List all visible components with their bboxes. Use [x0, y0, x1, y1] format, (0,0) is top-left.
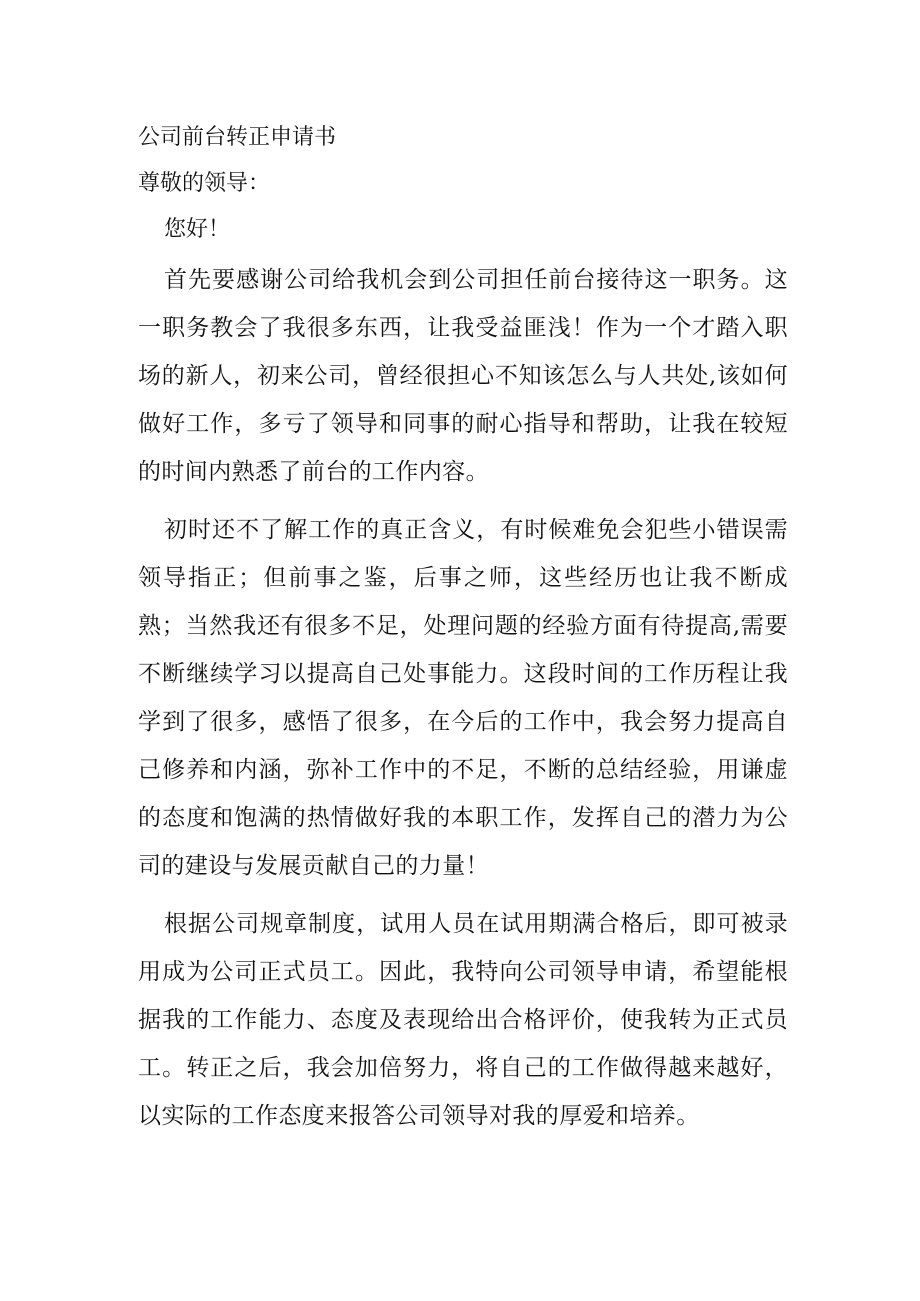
- document-title: 公司前台转正申请书: [138, 125, 337, 150]
- paragraph-gratitude: 首先要感谢公司给我机会到公司担任前台接待这一职务。这一职务教会了我很多东西，让我受益匪浅！作为一个才踏入职场的新人，初来公司，曾经很担心不知该怎么与人共处,该如何做好工作，多亏了领导和同事的耐心指导和帮助，让我在较短的时间内熟悉了前台的工作内容。: [138, 267, 788, 485]
- paragraph-reflection: 初时还不了解工作的真正含义，有时候难免会犯些小错误需领导指正；但前事之鉴，后事之师，这些经历也让我不断成熟；当然我还有很多不足，处理问题的经验方面有待提高,需要不断继续学习以提高自己处事能力。这段时间的工作历程让我学到了很多，感悟了很多，在今后的工作中，我会努力提高自己修养和内涵，弥补工作中的不足，不断的总结经验，用谦虚的态度和饱满的热情做好我的本职工作，发挥自己的潜力为公司的建设与发展贡献自己的力量！: [138, 517, 788, 879]
- salutation: 尊敬的领导：: [138, 171, 271, 196]
- greeting: 您好！: [164, 217, 231, 242]
- paragraph-request: 根据公司规章制度，试用人员在试用期满合格后，即可被录用成为公司正式员工。因此，我特向公司领导申请，希望能根据我的工作能力、态度及表现给出合格评价，使我转为正式员工。转正之后，我会加倍努力，将自己的工作做得越来越好，以实际的工作态度来报答公司领导对我的厚爱和培养。: [138, 911, 788, 1129]
- document-page: [138, 118, 788, 1150]
